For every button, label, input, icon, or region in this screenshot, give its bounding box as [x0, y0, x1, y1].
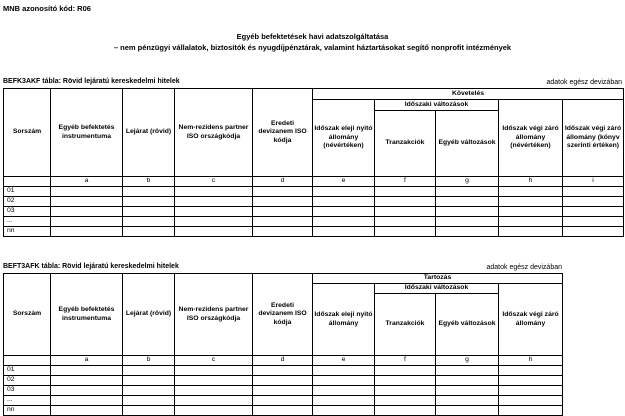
data-cell[interactable] — [253, 366, 313, 376]
code-cell: e — [313, 356, 375, 366]
col-header-partner-country: Nem-rezidens partner ISO országkódja — [175, 89, 253, 177]
data-cell[interactable] — [375, 187, 436, 197]
col-header-opening: Időszak eleji nyitó állomány — [313, 284, 375, 356]
table2-label: BEFT3AFK tábla: Rövid lejáratú kereskedelmi hitelek — [3, 263, 179, 270]
row-number: 01 — [4, 187, 51, 197]
data-cell[interactable] — [313, 207, 375, 217]
data-cell[interactable] — [375, 217, 436, 227]
data-cell[interactable] — [51, 386, 123, 396]
data-cell[interactable] — [499, 217, 563, 227]
code-cell: g — [436, 177, 499, 187]
row-number: nn — [4, 227, 51, 237]
subgroup-header-changes: Időszaki változások — [375, 284, 499, 294]
data-cell[interactable] — [499, 207, 563, 217]
code-cell: d — [253, 177, 313, 187]
data-cell[interactable] — [436, 187, 499, 197]
data-cell[interactable] — [375, 406, 436, 416]
table-row — [4, 207, 624, 217]
col-header-currency: Eredeti devizanem ISO kódja — [253, 89, 313, 177]
data-cell[interactable] — [375, 396, 436, 406]
report-subtitle: – nem pénzügyi vállalatok, biztosítók és nyugdíjpénztárak, valamint háztartásokat segítő nonprofit intézmények — [113, 43, 512, 52]
data-cell[interactable] — [563, 227, 624, 237]
data-cell[interactable] — [253, 227, 313, 237]
data-cell[interactable] — [436, 217, 499, 227]
col-header-sorszam: Sorszám — [4, 274, 51, 356]
data-cell[interactable] — [499, 227, 563, 237]
code-cell: a — [51, 177, 123, 187]
data-cell[interactable] — [123, 187, 175, 197]
code-cell — [4, 356, 51, 366]
code-cell: h — [499, 356, 563, 366]
table-row — [4, 366, 563, 376]
col-header-sorszam: Sorszám — [4, 89, 51, 177]
data-cell[interactable] — [51, 366, 123, 376]
row-number: 03 — [4, 386, 51, 396]
table2 — [3, 273, 563, 416]
data-cell[interactable] — [375, 376, 436, 386]
data-cell[interactable] — [123, 396, 175, 406]
data-cell[interactable] — [175, 227, 253, 237]
data-cell[interactable] — [175, 366, 253, 376]
data-cell[interactable] — [51, 376, 123, 386]
code-cell — [4, 177, 51, 187]
data-cell[interactable] — [175, 376, 253, 386]
data-cell[interactable] — [51, 227, 123, 237]
report-title: Egyéb befektetések havi adatszolgáltatása — [236, 32, 389, 41]
data-cell[interactable] — [313, 406, 375, 416]
table1-label: BEFK3AKF tábla: Rövid lejáratú kereskedelmi hitelek — [3, 78, 180, 85]
data-cell[interactable] — [563, 207, 624, 217]
col-header-opening: Időszak eleji nyitó állomány (névértéken) — [313, 100, 375, 177]
data-cell[interactable] — [436, 386, 499, 396]
data-cell[interactable] — [563, 187, 624, 197]
data-cell[interactable] — [313, 376, 375, 386]
code-cell: b — [123, 356, 175, 366]
data-cell[interactable] — [375, 207, 436, 217]
data-cell[interactable] — [436, 197, 499, 207]
code-cell: c — [175, 177, 253, 187]
col-header-closing: Időszak végi záró állomány — [499, 284, 563, 356]
col-header-transactions: Tranzakciók — [375, 111, 436, 177]
data-cell[interactable] — [313, 197, 375, 207]
row-number: 03 — [4, 207, 51, 217]
table-row — [4, 187, 624, 197]
data-cell[interactable] — [253, 406, 313, 416]
group-header-tartozas: Tartozás — [313, 274, 563, 284]
data-cell[interactable] — [375, 386, 436, 396]
row-number: 01 — [4, 366, 51, 376]
data-cell[interactable] — [375, 366, 436, 376]
code-cell: h — [499, 177, 563, 187]
subgroup-header-changes: Időszaki változások — [375, 100, 499, 111]
data-cell[interactable] — [313, 227, 375, 237]
col-header-closing-book: Időszak végi záró állomány (könyv szerinti értéken) — [563, 100, 624, 177]
data-cell[interactable] — [253, 197, 313, 207]
data-cell[interactable] — [499, 366, 563, 376]
col-header-closing-nominal: Időszak végi záró állomány (névértéken) — [499, 100, 563, 177]
data-cell[interactable] — [436, 366, 499, 376]
table1 — [3, 88, 624, 237]
col-header-other-changes: Egyéb változások — [436, 294, 499, 356]
table-row — [4, 227, 624, 237]
data-cell[interactable] — [253, 396, 313, 406]
row-number: 02 — [4, 376, 51, 386]
data-cell[interactable] — [253, 386, 313, 396]
code-cell: b — [123, 177, 175, 187]
data-cell[interactable] — [51, 207, 123, 217]
data-cell[interactable] — [123, 227, 175, 237]
data-cell[interactable] — [123, 207, 175, 217]
data-cell[interactable] — [436, 227, 499, 237]
table-row — [4, 376, 563, 386]
data-cell[interactable] — [175, 217, 253, 227]
table1-unit: adatok egész devizában — [546, 79, 622, 86]
data-cell[interactable] — [313, 386, 375, 396]
data-cell[interactable] — [175, 396, 253, 406]
col-header-instrument: Egyéb befektetés instrumentuma — [51, 274, 123, 356]
data-cell[interactable] — [123, 197, 175, 207]
data-cell[interactable] — [499, 197, 563, 207]
data-cell[interactable] — [123, 406, 175, 416]
row-number: nn — [4, 406, 51, 416]
data-cell[interactable] — [175, 197, 253, 207]
table-row — [4, 217, 624, 227]
data-cell[interactable] — [313, 217, 375, 227]
code-row — [4, 177, 624, 187]
code-cell: f — [375, 356, 436, 366]
table-row — [4, 197, 624, 207]
table-row — [4, 406, 563, 416]
data-cell[interactable] — [175, 406, 253, 416]
data-cell[interactable] — [51, 217, 123, 227]
data-cell[interactable] — [51, 396, 123, 406]
data-cell[interactable] — [499, 187, 563, 197]
data-cell[interactable] — [253, 187, 313, 197]
data-cell[interactable] — [436, 396, 499, 406]
row-number: ... — [4, 396, 51, 406]
col-header-currency: Eredeti devizanem ISO kódja — [253, 274, 313, 356]
data-cell[interactable] — [436, 406, 499, 416]
data-cell[interactable] — [313, 366, 375, 376]
data-cell[interactable] — [436, 207, 499, 217]
data-cell[interactable] — [375, 227, 436, 237]
data-cell[interactable] — [253, 376, 313, 386]
col-header-maturity: Lejárat (rövid) — [123, 89, 175, 177]
data-cell[interactable] — [123, 366, 175, 376]
data-cell[interactable] — [123, 386, 175, 396]
col-header-transactions: Tranzakciók — [375, 294, 436, 356]
table-row — [4, 386, 563, 396]
col-header-other-changes: Egyéb változások — [436, 111, 499, 177]
col-header-instrument: Egyéb befektetés instrumentuma — [51, 89, 123, 177]
data-cell[interactable] — [51, 406, 123, 416]
data-cell[interactable] — [436, 376, 499, 386]
data-cell[interactable] — [375, 197, 436, 207]
col-header-partner-country: Nem-rezidens partner ISO országkódja — [175, 274, 253, 356]
table2-unit: adatok egész devizában — [486, 264, 562, 271]
data-cell[interactable] — [253, 217, 313, 227]
code-row — [4, 356, 563, 366]
data-cell[interactable] — [123, 217, 175, 227]
data-cell[interactable] — [499, 386, 563, 396]
code-cell: a — [51, 356, 123, 366]
table-row — [4, 396, 563, 406]
row-number: ... — [4, 217, 51, 227]
data-cell[interactable] — [175, 207, 253, 217]
code-cell: c — [175, 356, 253, 366]
data-cell[interactable] — [499, 406, 563, 416]
code-cell: e — [313, 177, 375, 187]
code-cell: d — [253, 356, 313, 366]
data-cell[interactable] — [563, 217, 624, 227]
data-cell[interactable] — [123, 376, 175, 386]
data-cell[interactable] — [51, 187, 123, 197]
mnb-code: MNB azonosító kód: R06 — [3, 4, 91, 13]
code-cell: g — [436, 356, 499, 366]
data-cell[interactable] — [175, 386, 253, 396]
data-cell[interactable] — [313, 396, 375, 406]
data-cell[interactable] — [313, 187, 375, 197]
data-cell[interactable] — [253, 207, 313, 217]
data-cell[interactable] — [51, 197, 123, 207]
code-cell: i — [563, 177, 624, 187]
code-cell: f — [375, 177, 436, 187]
data-cell[interactable] — [499, 376, 563, 386]
data-cell[interactable] — [563, 197, 624, 207]
col-header-maturity: Lejárat (rövid) — [123, 274, 175, 356]
data-cell[interactable] — [499, 396, 563, 406]
group-header-koveteles: Követelés — [313, 89, 624, 100]
row-number: 02 — [4, 197, 51, 207]
data-cell[interactable] — [175, 187, 253, 197]
